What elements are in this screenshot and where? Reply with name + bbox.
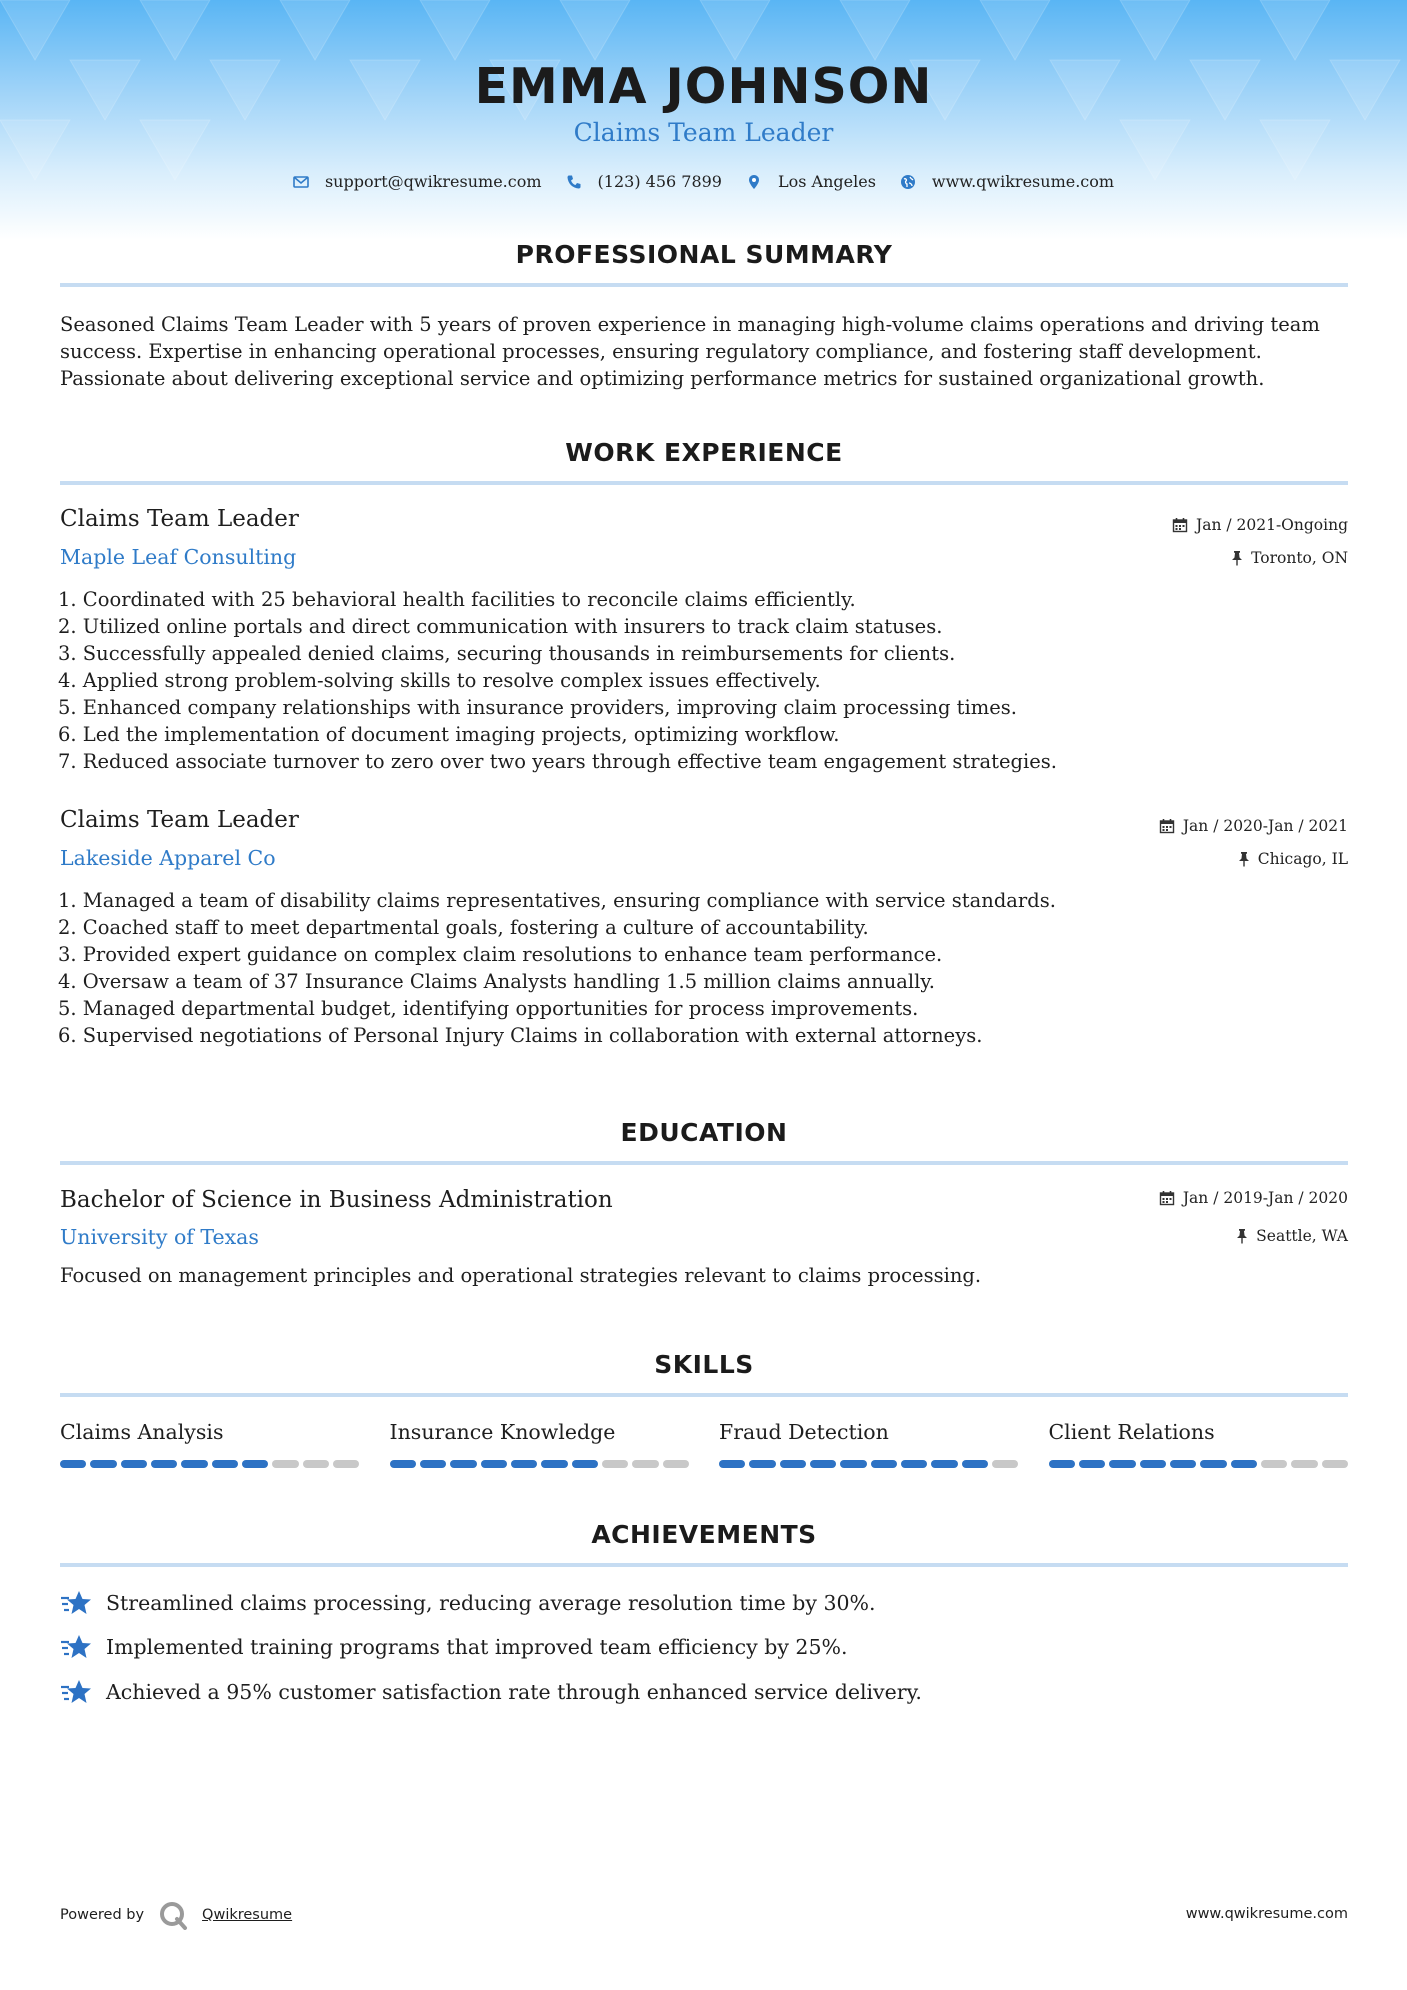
summary-divider [60,283,1348,287]
job-2-location-text: Chicago, IL [1257,850,1348,868]
achievement-text: Implemented training programs that improved team efficiency by 25%. [106,1635,848,1659]
achievement-text: Achieved a 95% customer satisfaction rate through enhanced service delivery. [106,1680,922,1704]
achievement-item [60,1633,848,1661]
skills-divider [60,1393,1348,1397]
skill-segment [1170,1460,1196,1468]
skill-segment [1079,1460,1105,1468]
list-item: 4. Oversaw a team of 37 Insurance Claims Analysts handling 1.5 million claims annually. [58,970,935,993]
skill-segment [390,1460,416,1468]
skill-segment [871,1460,897,1468]
qwikresume-logo-icon [158,1900,188,1930]
contact-email[interactable] [293,172,542,191]
calendar-icon [1159,818,1175,834]
skill-segment [962,1460,988,1468]
education-divider [60,1161,1348,1165]
list-item: 4. Applied strong problem-solving skills to resolve complex issues effectively. [58,669,821,692]
contact-location [746,172,876,191]
education-date-text: Jan / 2019-Jan / 2020 [1182,1189,1348,1207]
education-location [1236,1227,1348,1245]
skill-bar [719,1460,1019,1468]
candidate-name: EMMA JOHNSON [474,58,933,115]
job-1-bullets [58,586,1348,775]
list-item: 3. Successfully appealed denied claims, securing thousands in reimbursements for clients. [58,642,956,665]
skill-segment [541,1460,567,1468]
footer-website[interactable]: www.qwikresume.com [1185,1906,1348,1922]
skill-segment [242,1460,268,1468]
skill-segment [632,1460,658,1468]
skill-segment [1322,1460,1348,1468]
globe-icon [900,174,916,190]
calendar-icon [1159,1190,1175,1206]
skill-name: Client Relations [1048,1420,1215,1444]
job-2-date-text: Jan / 2020-Jan / 2021 [1182,817,1348,835]
skill-segment [303,1460,329,1468]
experience-heading: WORK EXPERIENCE [565,438,843,467]
pushpin-icon [1238,851,1250,867]
skill-segment [780,1460,806,1468]
skill-segment [1231,1460,1257,1468]
job-2-company: Lakeside Apparel Co [60,846,276,870]
skill-segment [212,1460,238,1468]
skill-segment [1200,1460,1226,1468]
job-2-title: Claims Team Leader [60,807,299,833]
pushpin-icon [1231,550,1243,566]
list-item: 1. Coordinated with 25 behavioral health facilities to reconcile claims efficiently. [58,588,856,611]
star-icon [60,1633,92,1661]
phone-icon [566,174,582,190]
summary-text: Seasoned Claims Team Leader with 5 years of proven experience in managing high-volume claims operations and driving team success. Expertise in enhancing operational processes, ensuring regulatory compliance, and fostering staff development. Passionate about delivering exceptional service and optimizing performance metrics for sustained organizational growth. [60,313,1320,390]
star-icon [60,1678,92,1706]
skill-segment [90,1460,116,1468]
skill-segment [719,1460,745,1468]
list-item: 1. Managed a team of disability claims representatives, ensuring compliance with service standards. [58,889,1056,912]
education-date [1159,1189,1348,1207]
achievement-item [60,1589,876,1617]
skill-segment [992,1460,1018,1468]
job-2-date [1159,817,1348,835]
list-item: 2. Utilized online portals and direct communication with insurers to track claim statuses. [58,615,943,638]
skill-segment [840,1460,866,1468]
contact-website[interactable] [900,172,1114,191]
pushpin-icon [1236,1228,1248,1244]
skill-segment [121,1460,147,1468]
contact-bar [0,172,1407,191]
skill-item [1049,1420,1349,1468]
skill-segment [749,1460,775,1468]
skill-item [390,1420,690,1468]
skill-bar [390,1460,690,1468]
list-item: 3. Provided expert guidance on complex claim resolutions to enhance team performance. [58,943,943,966]
experience-divider [60,481,1348,485]
skill-segment [151,1460,177,1468]
skill-segment [602,1460,628,1468]
envelope-icon [293,174,309,190]
skill-bar [1049,1460,1349,1468]
achievement-text: Streamlined claims processing, reducing average resolution time by 30%. [106,1591,876,1615]
list-item: 6. Led the implementation of document imaging projects, optimizing workflow. [58,723,840,746]
phone-text: (123) 456 7899 [597,172,722,191]
skill-item [719,1420,1019,1468]
skill-segment [60,1460,86,1468]
footer-powered-by [60,1900,292,1930]
achievements-divider [60,1563,1348,1567]
skill-segment [1261,1460,1287,1468]
skill-name: Fraud Detection [719,1420,889,1444]
education-description: Focused on management principles and operational strategies relevant to claims processing. [60,1264,982,1287]
list-item: 2. Coached staff to meet departmental goals, fostering a culture of accountability. [58,916,869,939]
skill-name: Insurance Knowledge [389,1420,616,1444]
skill-segment [450,1460,476,1468]
achievement-item [60,1678,922,1706]
qwikresume-link[interactable]: Qwikresume [202,1907,293,1923]
education-heading: EDUCATION [620,1118,788,1147]
achievements-heading: ACHIEVEMENTS [591,1520,817,1549]
candidate-title: Claims Team Leader [573,118,834,147]
skill-name: Claims Analysis [60,1420,224,1444]
location-text: Los Angeles [777,172,876,191]
list-item: 5. Managed departmental budget, identifying opportunities for process improvements. [58,997,919,1020]
education-school: University of Texas [60,1225,259,1249]
job-2-location [1238,850,1348,868]
skill-item [60,1420,360,1468]
skill-segment [1291,1460,1317,1468]
job-1-date [1172,516,1348,534]
list-item: 7. Reduced associate turnover to zero over two years through effective team engagement strategies. [58,750,1057,773]
skill-segment [511,1460,537,1468]
summary-heading: PROFESSIONAL SUMMARY [515,240,893,269]
skill-segment [1109,1460,1135,1468]
job-2-bullets [58,887,1348,1049]
skill-segment [1049,1460,1075,1468]
contact-phone[interactable] [566,172,722,191]
skill-bar [60,1460,360,1468]
skill-segment [663,1460,689,1468]
education-degree: Bachelor of Science in Business Administration [60,1187,613,1213]
skill-segment [1140,1460,1166,1468]
powered-by-label: Powered by [60,1907,145,1923]
skill-segment [420,1460,446,1468]
skill-segment [272,1460,298,1468]
skills-list [60,1420,1348,1468]
email-text: support@qwikresume.com [324,172,542,191]
education-location-text: Seattle, WA [1256,1227,1348,1245]
skill-segment [481,1460,507,1468]
skill-segment [931,1460,957,1468]
skill-segment [181,1460,207,1468]
star-icon [60,1589,92,1617]
job-1-location-text: Toronto, ON [1251,549,1348,567]
list-item: 5. Enhanced company relationships with insurance providers, improving claim processing times. [58,696,1017,719]
job-1-date-text: Jan / 2021-Ongoing [1195,516,1348,534]
website-text: www.qwikresume.com [931,172,1115,191]
skill-segment [810,1460,836,1468]
skills-heading: SKILLS [654,1350,754,1379]
skill-segment [333,1460,359,1468]
skill-segment [901,1460,927,1468]
job-1-title: Claims Team Leader [60,506,299,532]
skill-segment [572,1460,598,1468]
map-pin-icon [746,174,762,190]
calendar-icon [1172,517,1188,533]
job-1-location [1231,549,1348,567]
list-item: 6. Supervised negotiations of Personal Injury Claims in collaboration with external attorneys. [58,1024,983,1047]
job-1-company: Maple Leaf Consulting [60,545,297,569]
